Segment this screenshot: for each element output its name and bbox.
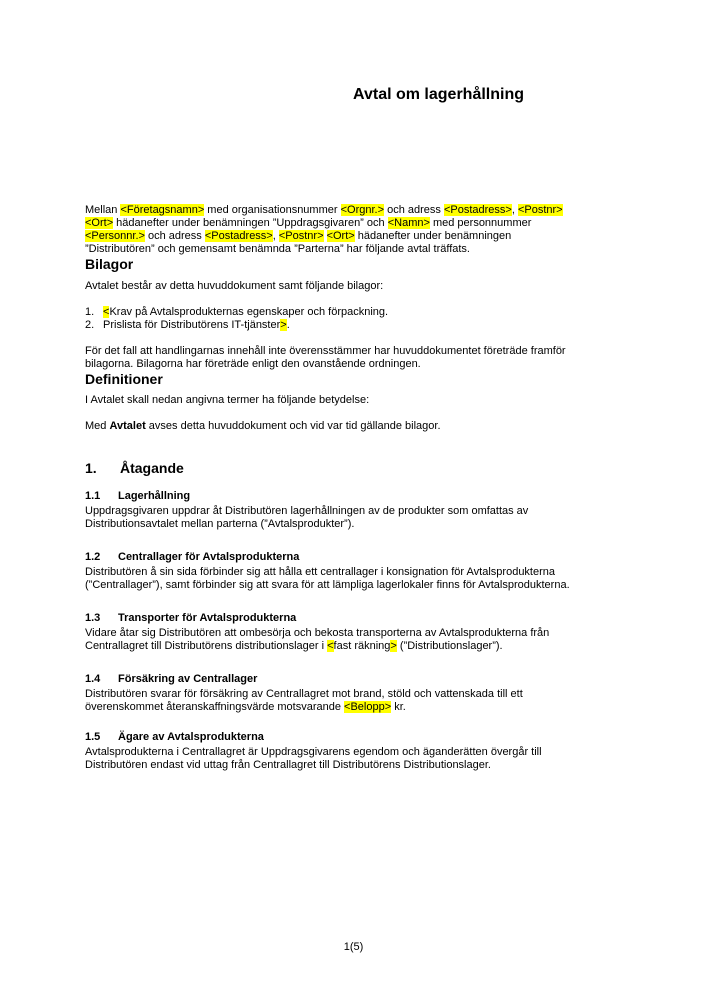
text-segment: Avtalet	[109, 420, 146, 432]
text-segment: fast räkning	[333, 640, 391, 652]
highlighted-placeholder: <Personnr.>	[85, 230, 145, 242]
section-atagande	[85, 460, 630, 772]
highlighted-placeholder: <	[103, 306, 110, 318]
text-segment: Med	[85, 420, 110, 432]
subsection-1-4	[85, 673, 630, 714]
definitioner-lead: I Avtalet skall nedan angivna termer ha följande betydelse:	[85, 394, 370, 406]
list-item-number: 2.	[85, 319, 95, 331]
subsection-title: Transporter för Avtalsprodukterna	[118, 612, 297, 624]
text-segment: avses detta huvuddokument och vid var tid gällande bilagor.	[145, 420, 441, 432]
text-segment: Vidare åtar sig Distributören att ombesörja och bekosta transporterna av Avtalsprodukterna från	[85, 627, 550, 639]
text-segment: (”Distributionslager”).	[396, 640, 503, 652]
text-segment: Mellan	[85, 204, 121, 216]
document-content	[85, 0, 630, 772]
highlighted-placeholder: <Postnr>	[517, 204, 563, 216]
text-segment: Uppdragsgivaren uppdrar åt Distributören lagerhållningen av de produkter som omfattas av	[85, 505, 529, 517]
text-segment: ”Distributören” och gemensamt benämnda ”Parterna” har följande avtal träffats.	[85, 243, 470, 255]
list-item-text	[103, 319, 630, 332]
text-segment: med organisationsnummer	[204, 204, 341, 216]
page-number: 1(5)	[343, 941, 364, 953]
subsection-body	[85, 746, 630, 772]
subsection-number: 1.2	[85, 551, 101, 563]
list-item	[85, 306, 630, 319]
text-segment: kr.	[391, 701, 406, 713]
text-segment: hädanefter under benämningen	[354, 230, 512, 242]
bilagor-closing-paragraph	[85, 345, 630, 371]
subsection-1-3	[85, 612, 630, 653]
bilagor-lead: Avtalet består av detta huvuddokument samt följande bilagor:	[85, 280, 384, 292]
definition-paragraph	[85, 420, 630, 433]
subsection-number: 1.3	[85, 612, 101, 624]
highlighted-placeholder: <Belopp>	[344, 701, 392, 713]
highlighted-placeholder: <Ort>	[85, 217, 114, 229]
text-segment: .	[286, 319, 290, 331]
subsection-heading	[85, 551, 630, 564]
subsection-title: Centrallager för Avtalsprodukterna	[118, 551, 300, 563]
section-number: 1.	[85, 460, 97, 476]
text-segment: ,	[511, 204, 518, 216]
text-segment: och adress	[384, 204, 444, 216]
highlighted-placeholder: <Orgnr.>	[340, 204, 385, 216]
list-item-text	[103, 306, 630, 319]
highlighted-placeholder: >	[280, 319, 287, 331]
text-segment: och adress	[144, 230, 205, 242]
subsection-body	[85, 688, 630, 714]
subsection-number: 1.1	[85, 490, 101, 502]
text-segment: Prislista för Distributörens IT-tjänster	[103, 319, 281, 331]
highlighted-placeholder: <Postadress>	[443, 204, 512, 216]
highlighted-placeholder: >	[390, 640, 397, 652]
subsection-heading	[85, 490, 630, 503]
text-segment: hädanefter under benämningen ”Uppdragsgivaren” och	[113, 217, 388, 229]
subsection-title: Försäkring av Centrallager	[118, 673, 258, 685]
subsection-1-1	[85, 490, 630, 531]
subsection-number: 1.5	[85, 731, 101, 743]
intro-paragraph	[85, 204, 630, 256]
subsection-heading	[85, 673, 630, 686]
subsection-heading	[85, 731, 630, 744]
subsection-body	[85, 627, 630, 653]
text-segment: (”Centrallager”), samt förbinder sig att svara för att lämpliga lagerlokaler finns för Avtalsprodukterna.	[85, 579, 570, 591]
subsection-1-2	[85, 551, 630, 592]
highlighted-placeholder: <Postnr>	[278, 230, 324, 242]
text-segment: För det fall att handlingarnas innehåll inte överensstämmer har huvuddokumentet företräde framför	[85, 345, 566, 357]
text-segment: Distributionsavtalet mellan parterna (”Avtalsprodukter”).	[85, 518, 355, 530]
text-segment: med personnummer	[429, 217, 532, 229]
text-segment: Distributören svarar för försäkring av Centrallagret mot brand, stöld och vattenskada till ett	[85, 688, 523, 700]
text-segment: överenskommet återanskaffningsvärde motsvarande	[85, 701, 345, 713]
highlighted-placeholder: <	[327, 640, 334, 652]
atagande-heading	[85, 460, 630, 477]
subsection-number: 1.4	[85, 673, 101, 685]
bilagor-heading: Bilagor	[85, 256, 134, 272]
text-segment: Distributören endast vid uttag från Centrallagret till Distributörens Distributionslager.	[85, 759, 491, 771]
subsection-1-5	[85, 731, 630, 772]
bilagor-list	[85, 306, 630, 332]
section-definitioner	[85, 371, 630, 433]
definitioner-heading: Definitioner	[85, 371, 163, 387]
highlighted-placeholder: <Namn>	[387, 217, 430, 229]
text-segment: bilagorna. Bilagorna har företräde enligt den ovanstående ordningen.	[85, 358, 421, 370]
list-item-number: 1.	[85, 306, 95, 318]
text-segment: Avtalsprodukterna i Centrallagret är Uppdragsgivarens egendom och äganderätten övergår till	[85, 746, 542, 758]
document-title: Avtal om lagerhållning	[353, 86, 524, 103]
highlighted-placeholder: <Postadress>	[204, 230, 273, 242]
list-item	[85, 319, 630, 332]
text-segment: Centrallagret till Distributörens distributionslager i	[85, 640, 328, 652]
subsection-title: Lagerhållning	[118, 490, 191, 502]
subsection-body	[85, 566, 630, 592]
section-bilagor	[85, 256, 630, 371]
highlighted-placeholder: <Ort>	[326, 230, 355, 242]
text-segment: Krav på Avtalsprodukternas egenskaper och förpackning.	[109, 306, 389, 318]
subsection-title: Ägare av Avtalsprodukterna	[118, 731, 264, 743]
text-segment: ,	[272, 230, 279, 242]
subsection-heading	[85, 612, 630, 625]
section-title: Åtagande	[120, 460, 184, 476]
subsection-body	[85, 505, 630, 531]
highlighted-placeholder: <Företagsnamn>	[120, 204, 205, 216]
text-segment: Distributören å sin sida förbinder sig att hålla ett centrallager i konsignation för Avtalsprodukterna	[85, 566, 556, 578]
